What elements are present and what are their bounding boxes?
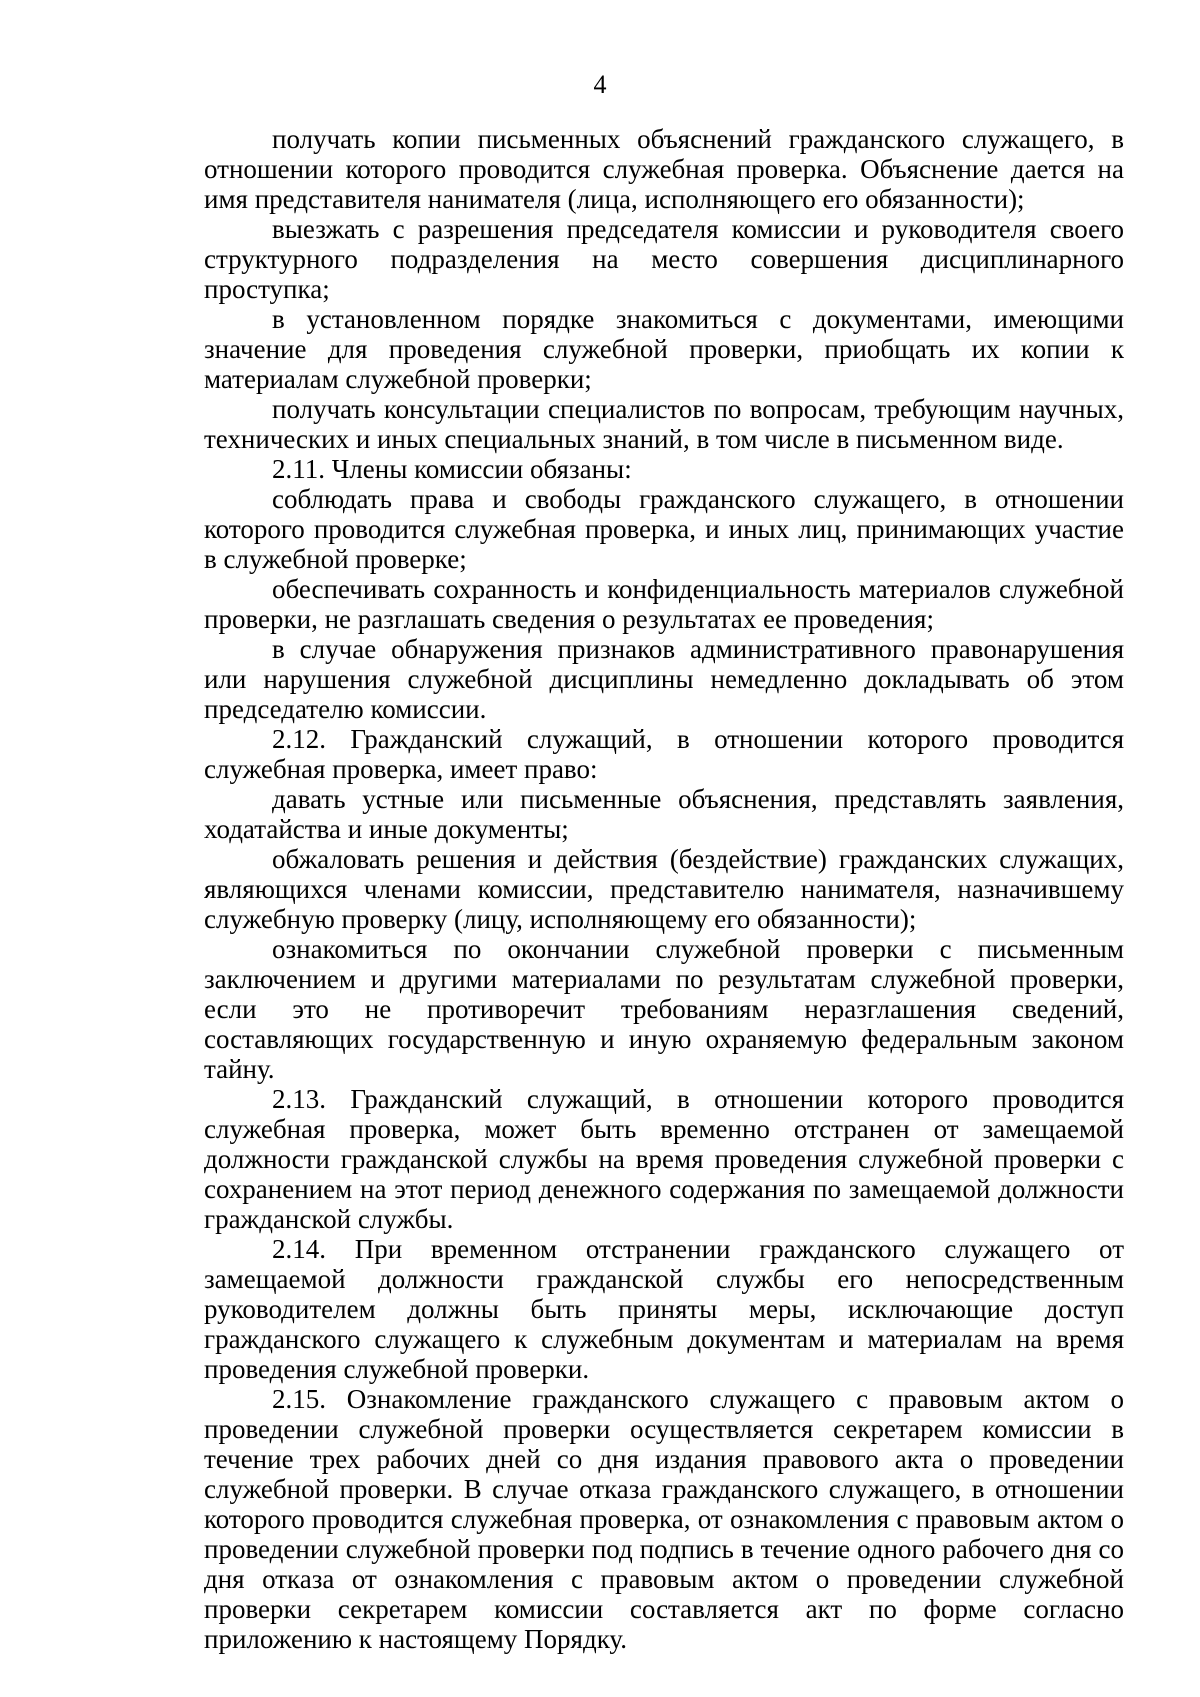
paragraph: выезжать с разрешения председателя комиссии и руководителя своего структурного подразделения на место совершения дисциплинарного проступка; [204,214,1124,304]
paragraph: получать консультации специалистов по вопросам, требующим научных, технических и иных специальных знаний, в том числе в письменном виде. [204,394,1124,454]
page-number: 4 [593,70,607,99]
paragraph: обжаловать решения и действия (бездействие) гражданских служащих, являющихся членами комиссии, представителю нанимателя, назначившему служебную проверку (лицу, исполняющему его обязанности); [204,844,1124,934]
paragraph: в случае обнаружения признаков административного правонарушения или нарушения служебной дисциплины немедленно докладывать об этом председателю комиссии. [204,634,1124,724]
document-body [204,124,1124,1654]
paragraph: соблюдать права и свободы гражданского служащего, в отношении которого проводится служебная проверка, и иных лиц, принимающих участие в служебной проверке; [204,484,1124,574]
paragraph: ознакомиться по окончании служебной проверки с письменным заключением и другими материалами по результатам служебной проверки, если это не противоречит требованиям неразглашения сведений, составляющих государственную и иную охраняемую федеральным законом тайну. [204,934,1124,1084]
section-heading-2-11: 2.11. Члены комиссии обязаны: [272,454,632,484]
section-heading-2-12: 2.12. Гражданский служащий, в отношении которого проводится служебная проверка, имеет право: [204,724,1124,784]
section-2-15: 2.15. Ознакомление гражданского служащего с правовым актом о проведении служебной проверки осуществляется секретарем комиссии в течение трех рабочих дней со дня издания правового акта о проведении служебной проверки. В случае отказа гражданского служащего, в отношении которого проводится служебная проверка, от ознакомления с правовым актом о проведении служебной проверки под подпись в течение одного рабочего дня со дня отказа от ознакомления с правовым актом о проведении служебной проверки секретарем комиссии составляется акт по форме согласно приложению к настоящему Порядку. [204,1384,1124,1654]
paragraph: в установленном порядке знакомиться с документами, имеющими значение для проведения служебной проверки, приобщать их копии к материалам служебной проверки; [204,304,1124,394]
paragraph: обеспечивать сохранность и конфиденциальность материалов служебной проверки, не разглашать сведения о результатах ее проведения; [204,574,1124,634]
paragraph: получать копии письменных объяснений гражданского служащего, в отношении которого проводится служебная проверка. Объяснение дается на имя представителя нанимателя (лица, исполняющего его обязанности); [204,124,1124,214]
paragraph: давать устные или письменные объяснения, представлять заявления, ходатайства и иные документы; [204,784,1124,844]
section-2-13: 2.13. Гражданский служащий, в отношении которого проводится служебная проверка, может быть временно отстранен от замещаемой должности гражданской службы на время проведения служебной проверки с сохранением на этот период денежного содержания по замещаемой должности гражданской службы. [204,1084,1124,1234]
section-2-14: 2.14. При временном отстранении гражданского служащего от замещаемой должности гражданской службы его непосредственным руководителем должны быть приняты меры, исключающие доступ гражданского служащего к служебным документам и материалам на время проведения служебной проверки. [204,1234,1124,1384]
